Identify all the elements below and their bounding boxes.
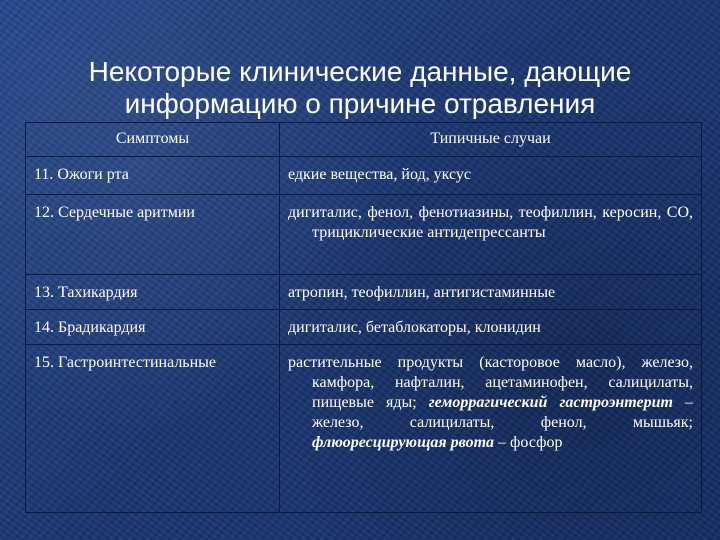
cases-cell — [280, 345, 702, 513]
symptom-cell: 12. Сердечные аритмии — [26, 195, 280, 275]
table-header-row — [26, 123, 702, 157]
symptom-cell: 15. Гастроинтестинальные — [26, 345, 280, 513]
title-line-1: Некоторые клинические данные, дающие — [88, 56, 632, 87]
cases-cell: атропин, теофиллин, антигистаминные — [280, 275, 702, 310]
header-cases: Типичные случаи — [280, 123, 702, 157]
cases-text: – железо, салицилаты, фенол, мышьяк; — [312, 394, 693, 431]
table-row — [26, 345, 702, 513]
symptom-cell: 14. Брадикардия — [26, 310, 280, 345]
title-line-2: информацию о причине отравления — [124, 88, 596, 119]
table-row — [26, 195, 702, 275]
table-row — [26, 157, 702, 195]
symptoms-table — [25, 122, 702, 513]
cases-text: растительные продукты (касторовое масло), железо, камфора, нафталин, ацетаминофен, салицилаты, пищевые яды; — [288, 354, 693, 411]
header-symptoms: Симптомы — [26, 123, 280, 157]
table-row — [26, 310, 702, 345]
cases-cell: едкие вещества, йод, уксус — [280, 157, 702, 195]
cases-cell: дигиталис, бетаблокаторы, клонидин — [280, 310, 702, 345]
symptom-cell: 11. Ожоги рта — [26, 157, 280, 195]
cases-emphasis: флюоресцирующая рвота — [312, 434, 495, 451]
cases-emphasis: геморрагический гастроэнтерит — [428, 394, 673, 411]
cases-cell: дигиталис, фенол, фенотиазины, теофиллин, керосин, СО, трициклические антидепрессанты — [280, 195, 702, 275]
table-row — [26, 275, 702, 310]
cases-text: – фосфор — [494, 434, 563, 451]
symptom-cell: 13. Тахикардия — [26, 275, 280, 310]
slide-title — [40, 56, 680, 120]
